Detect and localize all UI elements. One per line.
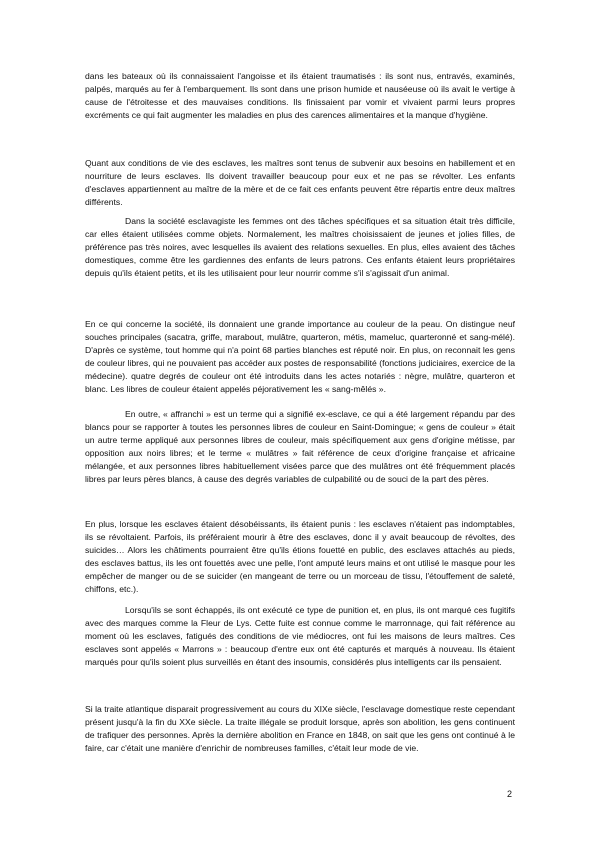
page-number: 2 bbox=[507, 789, 513, 799]
paragraph-punishment: En plus, lorsque les esclaves étaient désobéissants, ils étaient punis : les esclaves n'étaient pas indomptables, ils se révoltaient. Parfois, ils préféraient mourir à être des esclaves, donc il y avait beaucoup de révoltes, des suicides… Alors les châtiments pourraient être qu'ils étions fouetté en public, des esclaves attachés au pieds, des esclaves battus, ils les ont fouettés avec une pelle, l'ont amputé leurs mains et ont utilisé le masque pour les empêcher de manger ou de se suicider (en mangeant de terre ou un morceau de tissu, l'étouffement de saleté, chiffons, etc.). bbox=[85, 519, 515, 594]
paragraph-abolition: Si la traite atlantique disparait progressivement au cours du XIXe siècle, l'esclavage domestique reste cependant présent jusqu'à la fin du XXe siècle. La traite illégale se produit lorsque, après son abolition, les gens continuent de trafiquer des personnes. Après la dernière abolition en France en 1848, on sait que les gens ont continué à le faire, car c'était une manière d'enrichir de nombreuses familles, c'était leur mode de vie. bbox=[85, 704, 515, 753]
paragraph-skin-colour: En ce qui concerne la société, ils donnaient une grande importance au couleur de la peau. On distingue neuf souches principales (sacatra, griffe, marabout, mulâtre, quarteron, métis, mameluc, quarteronné et sang-mélé). D'après ce système, tout homme qui n'a point 68 parties blanches est réputé noir. En plus, on reconnait les gens de couleur libres, qui ne pouvaient pas accéder aux postes de responsabilité (fonctions judiciaires, exercice de la médecine). quatre degrés de couleur ont été introduits dans les actes notariés : nègre, mulâtre, quarteron et blanc. Les libres de couleur étaient appelés péjorativement les « sang-mêlés ». bbox=[85, 319, 515, 394]
paragraph-marronnage bbox=[85, 604, 515, 669]
paragraph-slave-ships: dans les bateaux où ils connaissaient l'angoisse et ils étaient traumatisés : ils sont nus, entravés, examinés, palpés, marqués au fer à l'embarquement. Ils sont dans une prison humide et nauséeuse où ils avait le vertige à cause de l'étroitesse et des mauvaises conditions. Ils finissaient par vomir et vivaient parmi leurs propres excréments ce qui fait augmenter les maladies en plus des carences alimentaires et la manque d'hygiène. bbox=[85, 71, 515, 120]
paragraph-living-conditions: Quant aux conditions de vie des esclaves, les maîtres sont tenus de subvenir aux besoins en habillement et en nourriture de leurs esclaves. Ils doivent travailler beaucoup pour eux et ne pas se révolter. Les enfants d'esclaves appartiennent au maître de la mère et de ce fait ces enfants peuvent être répartis entre deux maîtres différents. bbox=[85, 158, 515, 207]
paragraph-women bbox=[85, 215, 515, 280]
paragraph-affranchi-text: En outre, « affranchi » est un terme qui a signifié ex-esclave, ce qui a été largement répandu par des blancs pour se rapporter à toutes les personnes libres de couleur en Saint-Domingue; « gens de couleur » était un autre terme appliqué aux personnes libres de couleur, mais spécifiquement aux gens d'origine métisse, par opposition aux noirs libres; et le terme « mulâtres » fait référence de ceux d'origine française et africaine mélangée, et aux personnes libres habituellement visées parce que des mulâtres ont été fréquemment placés libres par leurs pères blancs, à cause des degrés variables de culpabilité ou de souci de la part des pères. bbox=[85, 409, 515, 484]
paragraph-women-text: Dans la société esclavagiste les femmes ont des tâches spécifiques et sa situation était très difficile, car elles étaient utilisées comme objets. Normalement, les maîtres choisissaient de jeunes et jolies filles, de préférence pas très noires, avec lesquelles ils avaient des relations sexuelles. En plus, elles avaient des tâches domestiques, comme être les gardiennes des enfants de leurs patrons. Ces enfants étaient leurs propriétaires depuis qu'ils étaient petits, et ils les utilisaient pour leur nourrir comme s'il s'agissait d'un animal. bbox=[85, 216, 515, 278]
paragraph-marronnage-text: Lorsqu'ils se sont échappés, ils ont exécuté ce type de punition et, en plus, ils ont marqué ces fugitifs avec des marques comme la Fleur de Lys. Cette fuite est connue comme le marronnage, qui fait référence au moment où les esclaves, fatigués des conditions de vie médiocres, ont fui les maisons de leurs maîtres. Ces esclaves sont appelés « Marrons » : beaucoup d'entre eux ont été capturés et marqués à nouveau. Ils étaient marqués pour qu'ils soient plus surveillés en étant des insoumis, considérés plus intelligents car ils pensaient. bbox=[85, 605, 515, 667]
paragraph-affranchi bbox=[85, 408, 515, 485]
